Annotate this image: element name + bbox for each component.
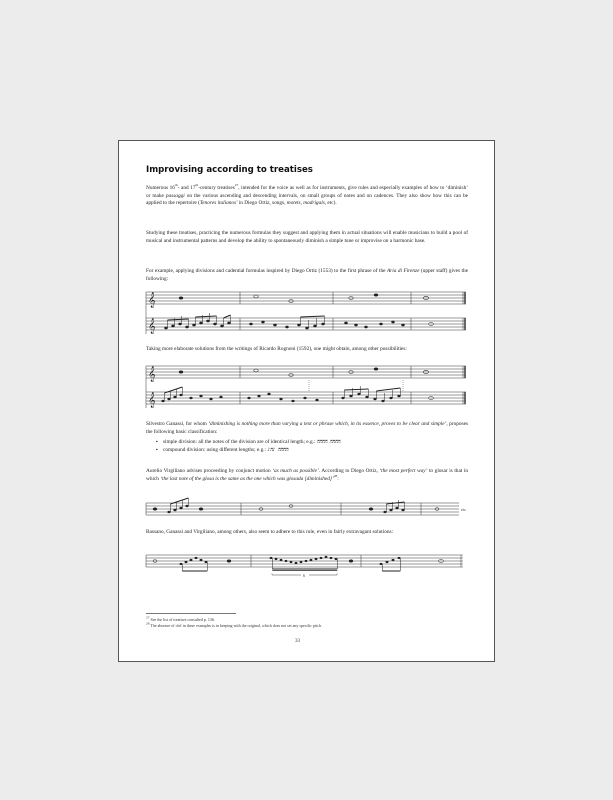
- paragraph-studying: Studying these treatises, practicing the numerous formulas they suggest and applying them in actual situations will enable musicians to build a pool of musical and instrumental patterns and develop the ability to spontaneously diminish a simple tune or improvise on a harmonic base.: [146, 230, 468, 244]
- mixed-notes-icon: ♪♬♪ ♬♬♬♬: [267, 447, 289, 453]
- paragraph-ganassi: Silvestro Ganassi, for whom ‘diminishing is nothing more than varying a text or phrase which, in its essence, proves to be clear and simple’, proposes the following basic classification:: [146, 421, 468, 435]
- list-item-compound-division: ▪ compound division: using different lengths; e.g.: ♪♬♪ ♬♬♬♬: [156, 447, 478, 455]
- footnote-ref-28[interactable]: 28: [333, 473, 338, 478]
- svg-text:𝄞: 𝄞: [148, 393, 156, 408]
- document-page: [118, 140, 495, 662]
- music-example-rognoni: [141, 362, 471, 412]
- paragraph-virgiliano: Aurelio Virgiliano advises proceeding by conjunct motion ‘as much as possible’. According to Diego Ortiz, ‘the most perfect way’ to glosar is that in which ‘the last note of the glosa is the same as the one which was glosada [diminished]’$^{28}$:: [146, 468, 468, 482]
- paragraph-rognoni: Taking more elaborate solutions from the writings of Ricardo Rognoni (1592), one might obtain, among other possibilities:: [146, 346, 407, 352]
- svg-text:𝄞: 𝄞: [148, 367, 156, 382]
- staff-upper: [146, 292, 466, 304]
- paragraph-treatises: Numerous 16th- and 17th-century treatises$^{27}$, intended for the voice as well as for instruments, give rules and especially examples of how to ‘diminish’ or make passaggi on the various ascending and descending intervals, on small groups of notes and on cadences. They also show how this can be applied to the repertoire (Tenores italianos’ in Diego Ortiz, songs, motets, madrigals, etc).: [146, 183, 468, 207]
- paragraph-example-ortiz: For example, applying divisions and cadential formulas inspired by Diego Ortiz (1553) to the first phrase of the Aria di Firenze (upper staff) gives the following:: [146, 268, 468, 282]
- list-item-simple-division: ▪ simple division: all the notes of the division are of identical length; e.g.: ♬♬♬♬ ♬♬♬♬: [156, 439, 478, 447]
- footnote-27: $^{27}$ See the list of treatises consulted p. 136.: [146, 615, 215, 622]
- music-example-bassano: [141, 549, 471, 581]
- tuplet-label: 6: [303, 573, 305, 578]
- division-classification-list: [146, 439, 478, 454]
- page-number: 33: [295, 639, 300, 644]
- footnote-ref-27[interactable]: 27: [234, 183, 239, 188]
- treble-clef-icon: 𝄞: [148, 293, 156, 308]
- eighth-notes-icon: ♬♬♬♬ ♬♬♬♬: [316, 440, 341, 445]
- section-heading: Improvising according to treatises: [146, 165, 313, 175]
- footnote-divider: [146, 613, 236, 614]
- paragraph-bassano: Bassano, Ganassi and Virgiliano, among others, also seem to adhere to this rule, even in fairly extravagant solutions:: [146, 529, 394, 535]
- music-example-ortiz: [141, 288, 471, 338]
- footnote-28: $^{28}$ The absence of clef in these examples is in keeping with the original, which does not set any specific pitch.: [146, 621, 322, 628]
- music-example-ortiz-glosa: [141, 497, 471, 521]
- svg-text:𝄞: 𝄞: [148, 319, 156, 334]
- etc-label: etc.: [461, 507, 467, 512]
